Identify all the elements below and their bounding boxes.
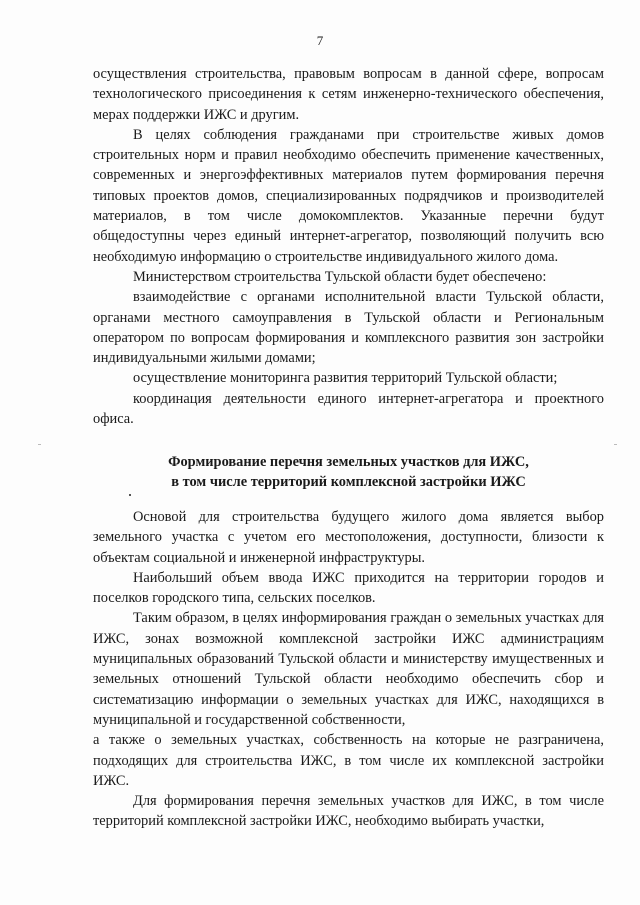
section-1: [93, 64, 604, 429]
heading-line-2: в том числе территорий комплексной застройки ИЖС: [171, 474, 526, 490]
paragraph: координация деятельности единого интернет-агрегатора и проектного офиса.: [93, 390, 604, 428]
paragraph: осуществление мониторинга развития территорий Тульской области;: [133, 370, 558, 387]
scan-mark-left: [38, 444, 41, 445]
paragraph: осуществления строительства, правовым вопросам в данной сфере, вопросам технологического присоединения к сетям инженерно-технического обеспечения, мерах поддержки ИЖС и другим.: [93, 66, 604, 123]
section-2: [93, 507, 604, 832]
paragraph: Основой для строительства будущего жилого дома является выбор земельного участка с учетом его местоположения, доступности, близости к объектам социальной и инженерной инфраструктуры.: [93, 509, 604, 566]
scan-dot: [129, 494, 131, 496]
heading-line-1: Формирование перечня земельных участков для ИЖС,: [168, 454, 529, 470]
paragraph: Таким образом, в целях информирования граждан о земельных участках для ИЖС, зонах возможной комплексной застройки ИЖС администрациям муниципальных образований Тульской области и министерству имущественных и земельных отношений Тульской области необходимо обеспечить сбор и систематизацию информации о земельных участках для ИЖС, находящихся в муниципальной и государственной собственности,: [93, 610, 604, 728]
page-number: 7: [316, 33, 324, 48]
paragraph: а также о земельных участках, собственность на которые не разграничена, подходящих для строительства ИЖС, в том числе их комплексной застройки ИЖС.: [93, 732, 604, 789]
paragraph: Для формирования перечня земельных участков для ИЖС, в том числе территорий комплексной застройки ИЖС, необходимо выбирать участки,: [93, 793, 604, 830]
scan-mark-right: [614, 444, 617, 445]
paragraph: В целях соблюдения гражданами при строительстве живых домов строительных норм и правил необходимо обеспечить применение качественных, современных и энергоэффективных материалов путем формирования перечня типовых проектов домов, специализированных подрядчиков и производителей материалов, в том числе домокомплектов. Указанные перечни будут общедоступны через единый интернет-агрегатор, позволяющий получить всю необходимую информацию о строительстве индивидуального жилого дома.: [93, 126, 604, 265]
paragraph: взаимодействие с органами исполнительной власти Тульской области, органами местного самоуправления в Тульской области и Региональным оператором по вопросам формирования и комплексного развития зон застройки индивидуальными жилыми домами;: [93, 289, 604, 367]
paragraph: Министерством строительства Тульской области будет обеспечено:: [133, 268, 547, 285]
paragraph: Наибольший объем ввода ИЖС приходится на территории городов и поселков городского типа, сельских поселков.: [93, 569, 604, 607]
section-heading: [93, 452, 604, 492]
